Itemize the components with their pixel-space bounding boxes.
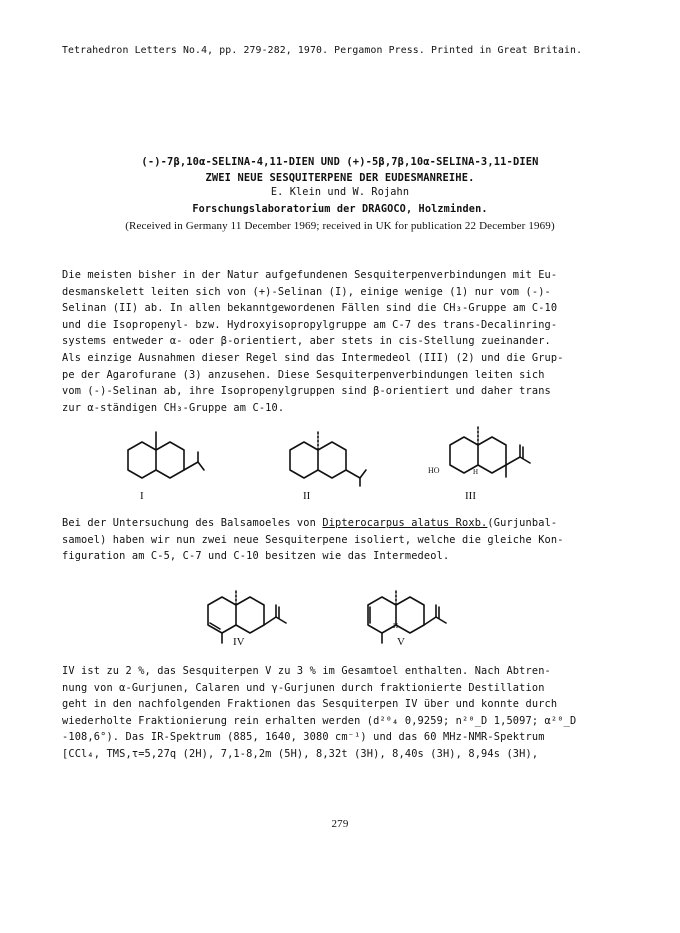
para1-line-7: pe der Agarofurane (3) anzusehen. Diese Sesquiterpenverbindungen leiten sich (62, 369, 545, 381)
label-IV: IV (233, 636, 245, 648)
para2-line-1 (62, 517, 557, 529)
para2-line1-post: (Gurjunbal- (487, 517, 558, 529)
para3-line-5: -108,6°). Das IR-Spektrum (885, 1640, 3080 cm⁻¹) und das 60 MHz-NMR-Spektrum (62, 731, 545, 743)
species-name: Dipterocarpus alatus Roxb. (322, 517, 488, 529)
label-H-III: H (473, 468, 479, 476)
label-III: III (465, 490, 476, 502)
para1-line-9: zur α-ständigen CH₃-Gruppe am C-10. (62, 402, 285, 414)
para2-line-3: figuration am C-5, C-7 und C-10 besitzen wie das Intermedeol. (62, 550, 450, 562)
para1-line-8: vom (-)-Selinan ab, ihre Isopropenylgruppen sind β-orientiert und daher trans (62, 385, 551, 397)
authors: E. Klein und W. Rojahn (270, 187, 410, 198)
para1-line-6: Als einzige Ausnahmen dieser Regel sind das Intermedeol (III) (2) und die Grup- (62, 352, 564, 364)
para3-line-2: nung von α-Gurjunen, Calaren und γ-Gurjunen durch fraktionierte Destillation (62, 682, 545, 694)
para1-line-2: desmanskelett leiten sich von (+)-Selinan (I), einige wenige (1) nur vom (-)- (62, 286, 551, 298)
para2-line1-pre: Bei der Untersuchung des Balsamoeles von (62, 517, 323, 529)
para1-line-5: systems entweder α- oder β-orientiert, aber stets in cis-Stellung zueinander. (62, 335, 551, 347)
para2-line-2: samoel) haben wir nun zwei neue Sesquiterpene isoliert, welche die gleiche Kon- (62, 534, 564, 546)
title-line-1: (-)-7β,10α-SELINA-4,11-DIEN UND (+)-5β,7β,10α-SELINA-3,11-DIEN (141, 156, 539, 168)
page-number: 279 (331, 818, 349, 830)
para3-line-6: [CCl₄, TMS,τ=5,27q (2H), 7,1-8,2m (5H), 8,32t (3H), 8,40s (3H), 8,94s (3H), (62, 748, 539, 760)
para3-line-1: IV ist zu 2 %, das Sesquiterpen V zu 3 % im Gesamtoel enthalten. Nach Abtren- (62, 665, 551, 677)
label-H-V: H (393, 622, 399, 630)
label-HO-III: HO (428, 466, 440, 475)
structure-IV (198, 575, 288, 645)
para1-line-3: Selinan (II) ab. In allen bekanntgewordenen Fällen sind die CH₃-Gruppe am C-10 (62, 302, 558, 314)
para1-line-4: und die Isopropenyl- bzw. Hydroxyisopropylgruppe am C-7 des trans-Decalinring- (62, 319, 558, 331)
structure-III (440, 415, 540, 490)
structure-V (358, 575, 448, 645)
para3-line-3: geht in den nachfolgenden Fraktionen das Sesquiterpen IV über und konnte durch (62, 698, 558, 710)
para1-line-1: Die meisten bisher in der Natur aufgefundenen Sesquiterpenverbindungen mit Eu- (62, 269, 558, 281)
label-I: I (140, 490, 144, 502)
journal-header: Tetrahedron Letters No.4, pp. 279-282, 1970. Pergamon Press. Printed in Great Britain. (62, 45, 583, 56)
affiliation: Forschungslaboratorium der DRAGOCO, Holzminden. (192, 204, 488, 215)
received-dates: (Received in Germany 11 December 1969; received in UK for publication 22 December 1969) (125, 220, 555, 232)
label-V: V (397, 636, 405, 648)
para3-line-4: wiederholte Fraktionierung rein erhalten werden (d²⁰₄ 0,9259; n²⁰_D 1,5097; α²⁰_D (62, 715, 577, 727)
title-line-2: ZWEI NEUE SESQUITERPENE DER EUDESMANREIHE. (205, 172, 475, 184)
label-II: II (303, 490, 311, 502)
structure-II (280, 420, 370, 490)
structure-I (118, 420, 208, 490)
